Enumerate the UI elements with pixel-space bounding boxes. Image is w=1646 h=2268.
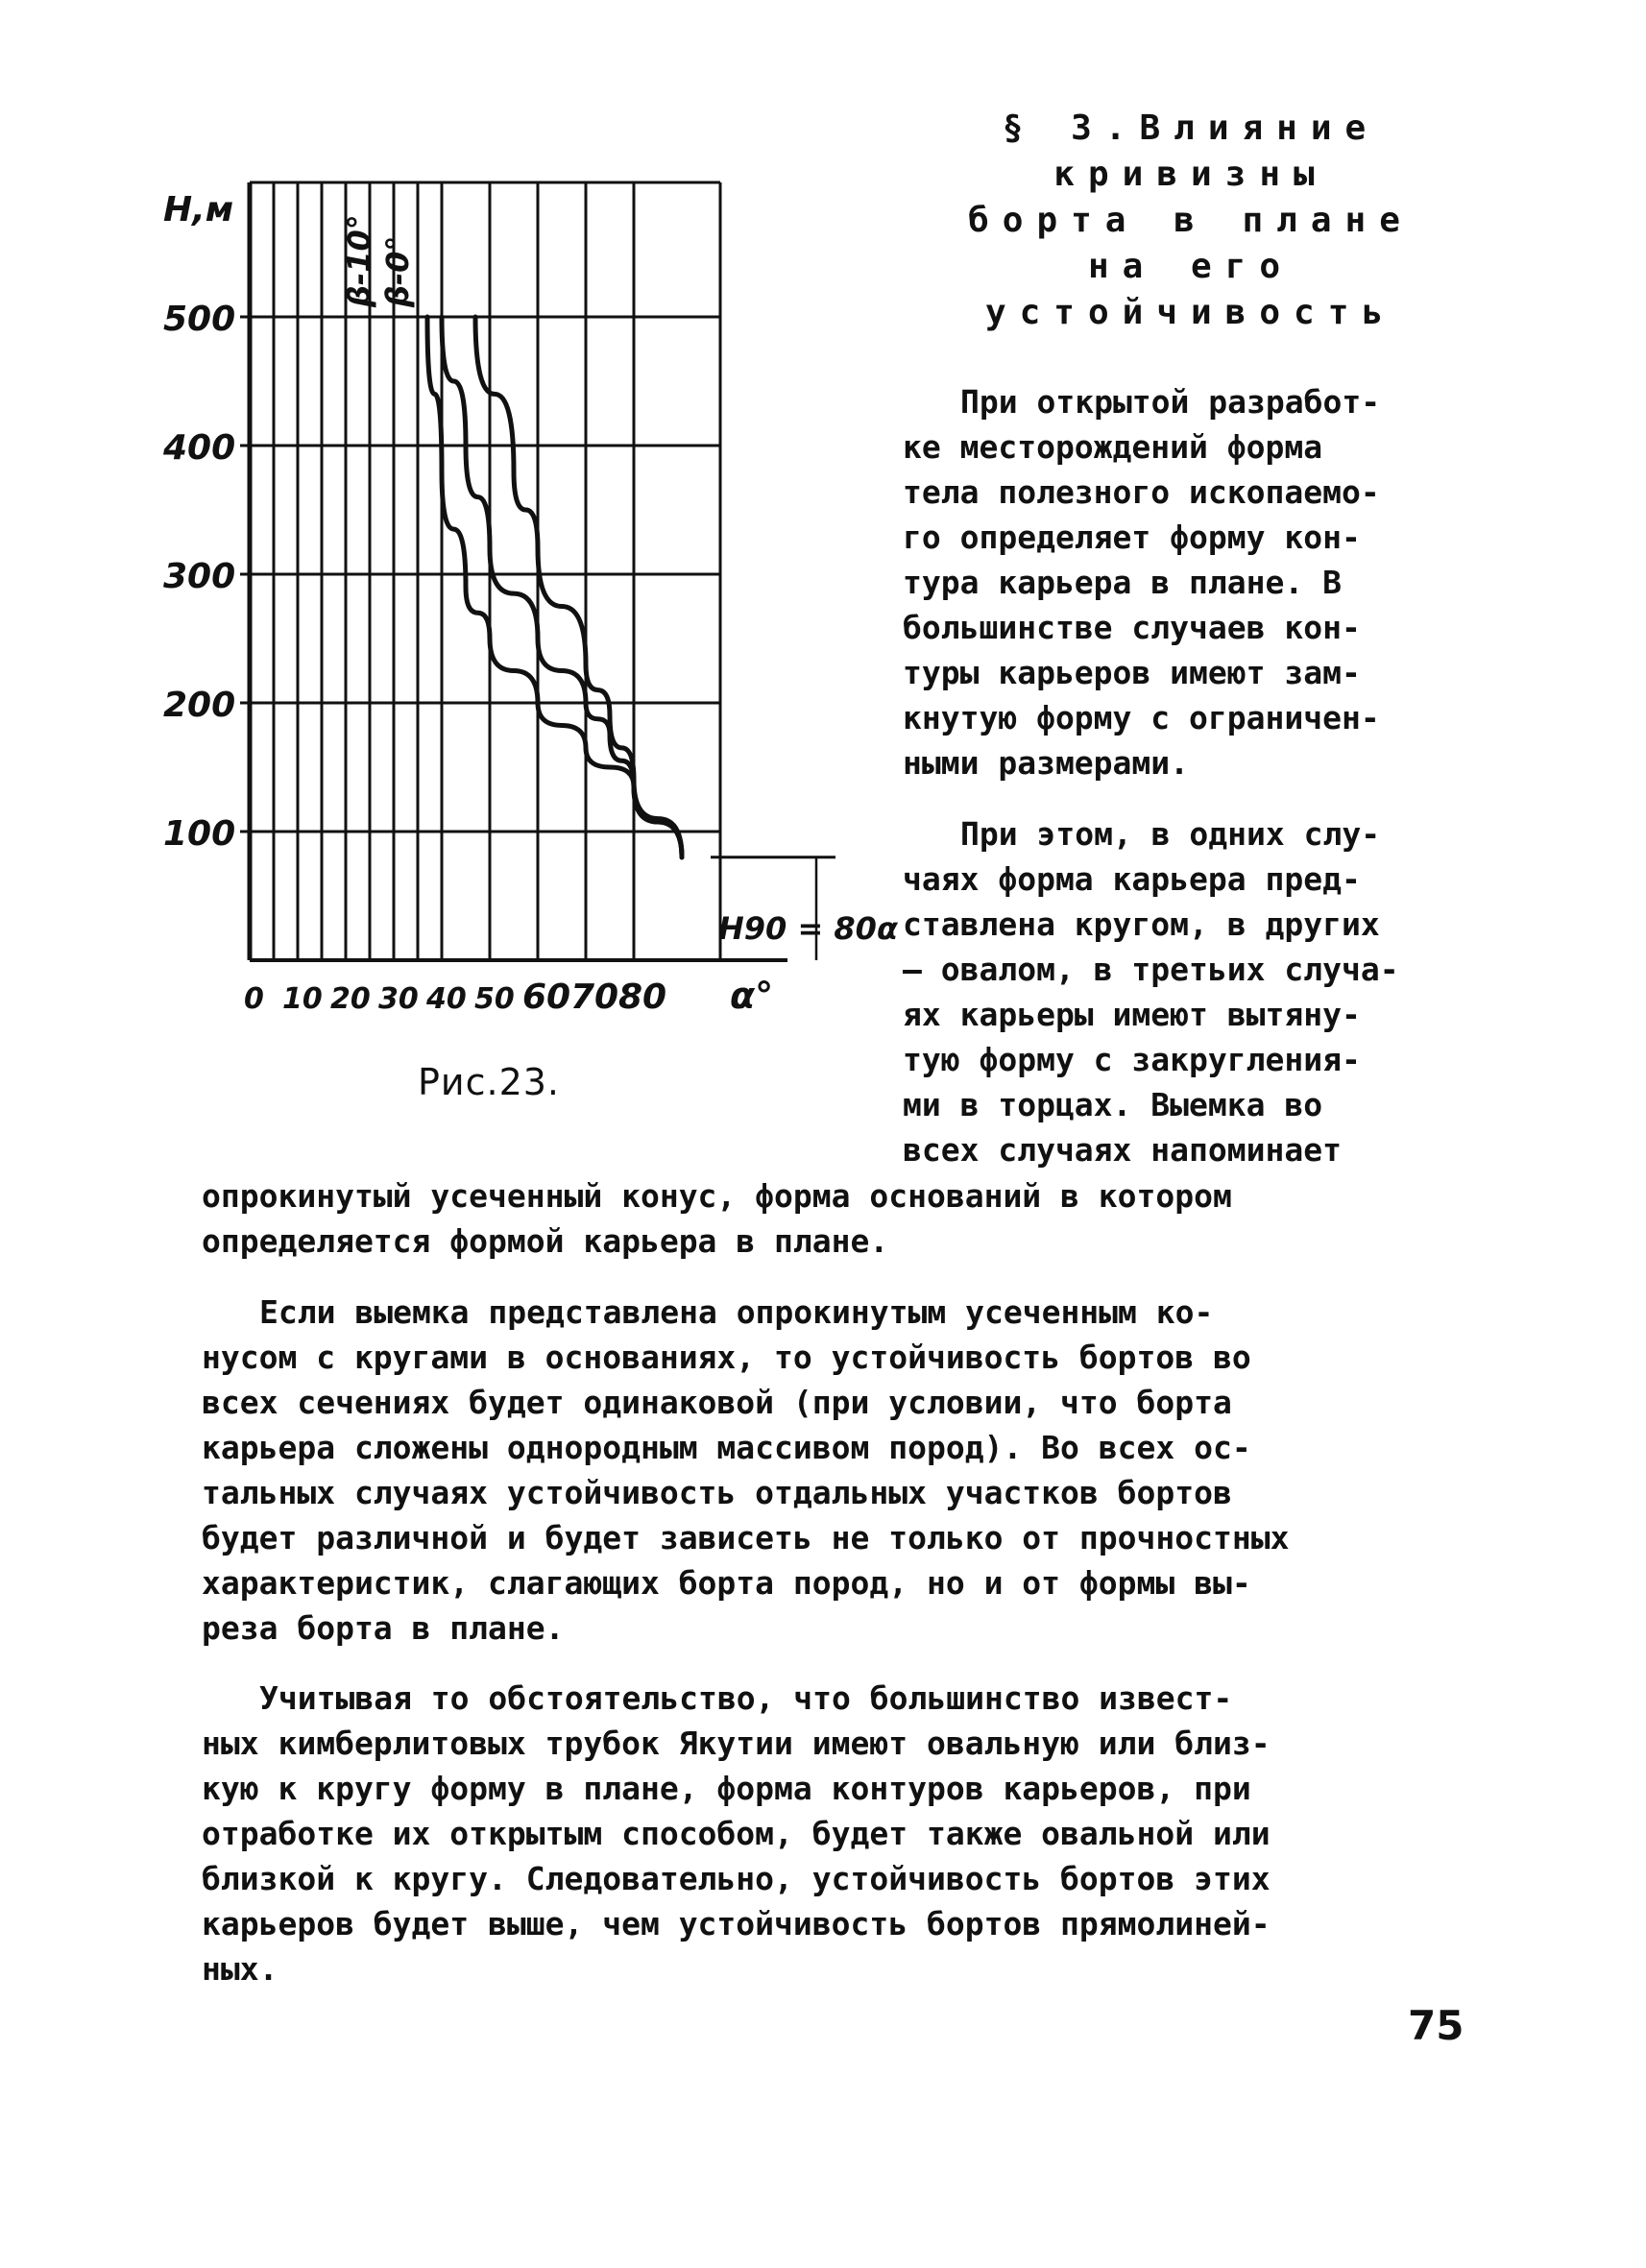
x-tick-label: 40 <box>426 982 467 1016</box>
text-line: ных. <box>202 1950 278 1988</box>
page-number: 75 <box>1408 2002 1464 2049</box>
x-tick-label: 0 <box>244 982 264 1016</box>
x-tick-label: 30 <box>378 982 419 1016</box>
heading-line: устойчивость <box>984 293 1397 332</box>
text-line: реза борта в плане. <box>202 1609 565 1647</box>
x-tick-label: 50 <box>474 982 515 1016</box>
text-line: – овалом, в третьих случа- <box>903 951 1399 988</box>
text-line: го определяет форму кон- <box>903 519 1361 556</box>
text-line: будет различной и будет зависеть не только от прочностных <box>202 1519 1290 1556</box>
x-tick-label: 80 <box>618 977 667 1017</box>
text-line: тальных случаях устойчивость отдальных участков бортов <box>202 1474 1232 1511</box>
text-line: отработке их открытым способом, будет также овальной или <box>202 1815 1271 1852</box>
x-tick-label: 10 <box>282 982 323 1016</box>
y-tick-label: 100 <box>163 814 236 854</box>
text-line: тела полезного ископаемо- <box>903 473 1380 511</box>
x-tick-labels <box>244 977 666 1017</box>
paragraph-2 <box>903 811 1498 1172</box>
heading-line: борта в плане <box>968 201 1414 240</box>
y-axis-label: H,м <box>163 190 234 229</box>
text-line: характеристик, слагающих борта пород, но и от формы вы- <box>202 1564 1251 1602</box>
text-line: Учитывая то обстоятельство, что большинство извест- <box>259 1679 1233 1717</box>
y-tick-label: 200 <box>163 686 236 725</box>
text-line: ях карьеры имеют вытяну- <box>903 996 1361 1033</box>
paragraph-2-continuation <box>202 1173 1546 1264</box>
figure-caption: Рис.23. <box>418 1061 561 1103</box>
heading-line: на его <box>1087 247 1295 286</box>
curve-line-1 <box>442 317 682 857</box>
text-line: большинстве случаев кон- <box>903 609 1361 646</box>
y-tick-label: 400 <box>163 428 236 468</box>
text-line: ке месторождений форма <box>903 428 1323 466</box>
curve-label-beta-10: β-10° <box>341 214 377 307</box>
text-line: ных кимберлитовых трубок Якутии имеют овальную или близ- <box>202 1725 1271 1762</box>
text-line: карьеров будет выше, чем устойчивость бортов прямолиней- <box>202 1905 1271 1942</box>
curve-label-beta-0: β-0° <box>379 235 416 307</box>
text-line: При открытой разработ- <box>960 383 1381 421</box>
text-line: нусом с кругами в основаниях, то устойчивость бортов во <box>202 1339 1251 1376</box>
chart-curves <box>427 317 682 857</box>
y-tick-label: 500 <box>163 300 236 339</box>
heading-line: § 3.Влияние <box>1002 109 1380 148</box>
x-tick-label: 20 <box>330 982 371 1016</box>
text-line: ными размерами. <box>903 744 1190 782</box>
text-line: близкой к кругу. Следовательно, устойчивость бортов этих <box>202 1860 1271 1897</box>
x-tick-label: 70 <box>570 977 619 1017</box>
text-line: туры карьеров имеют зам- <box>903 654 1361 691</box>
curve-line-0 <box>427 317 682 857</box>
text-line: кую к кругу форму в плане, форма контуров карьеров, при <box>202 1770 1251 1807</box>
text-line: карьера сложены однородным массивом пород). Во всех ос- <box>202 1429 1251 1466</box>
y-tick-labels <box>162 300 235 854</box>
y-tick-label: 300 <box>163 557 236 596</box>
paragraph-3 <box>202 1290 1546 1651</box>
height-annotation: H90 = 80α <box>718 910 898 947</box>
section-heading <box>912 106 1469 336</box>
text-line: При этом, в одних слу- <box>960 815 1381 853</box>
text-line: ставлена кругом, в других <box>903 905 1380 943</box>
text-line: Если выемка представлена опрокинутым усеченным ко- <box>259 1293 1214 1331</box>
text-line: определяется формой карьера в плане. <box>202 1222 889 1260</box>
text-line: тура карьера в плане. В <box>903 564 1342 601</box>
text-line: чаях форма карьера пред- <box>903 860 1361 898</box>
text-line: ми в торцах. Выемка во <box>903 1086 1323 1123</box>
paragraph-1 <box>903 379 1498 785</box>
text-line: опрокинутый усеченный конус, форма оснований в котором <box>202 1177 1232 1215</box>
x-axis-label: α° <box>730 975 774 1017</box>
x-tick-label: 60 <box>522 977 571 1017</box>
text-line: всех сечениях будет одинаковой (при условии, что борта <box>202 1384 1232 1421</box>
curve-line-2 <box>475 317 682 857</box>
figure-23-chart <box>144 96 898 1123</box>
text-line: всех случаях напоминает <box>903 1131 1342 1169</box>
heading-line: кривизны <box>1053 155 1328 194</box>
paragraph-4 <box>202 1676 1546 1991</box>
text-line: кнутую форму с ограничен- <box>903 699 1380 736</box>
text-line: тую форму с закругления- <box>903 1041 1361 1078</box>
